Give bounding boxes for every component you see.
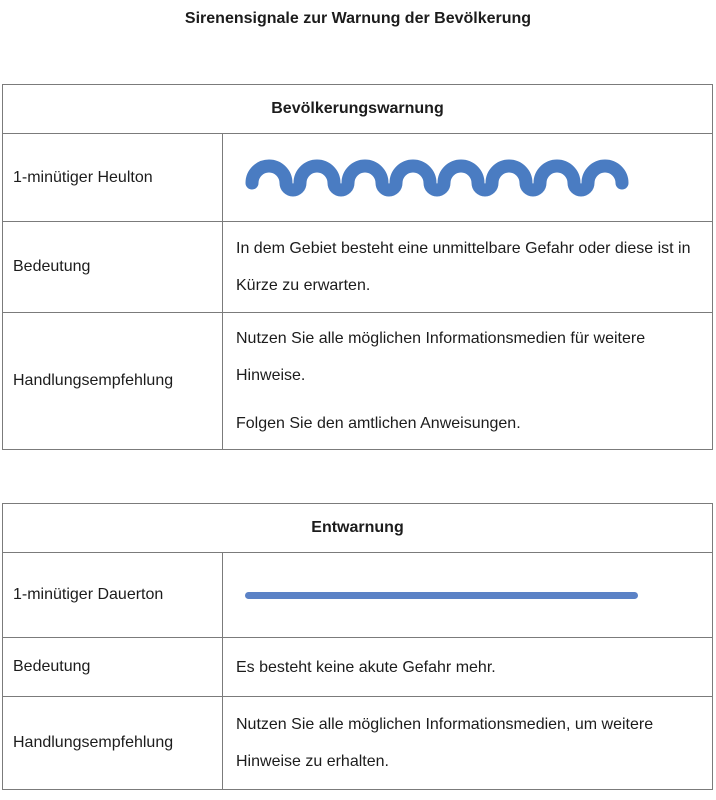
row-value-handlungsempfehlung [223,313,712,449]
row-value-handlungsempfehlung [223,697,712,789]
paragraph: Nutzen Sie alle möglichen Informationsmedien für weitere Hinweise. [236,330,646,384]
table-row-handlungsempfehlung [3,312,712,449]
heulton-signal-cell [223,134,712,221]
row-label-bedeutung: Bedeutung [3,638,223,696]
warning-table-header: Bevölkerungswarnung [271,100,444,117]
all-clear-table [2,503,713,790]
row-label-heulton: 1-minütiger Heulton [3,134,223,221]
row-value-bedeutung [223,638,712,696]
row-label-dauerton: 1-minütiger Dauerton [3,553,223,637]
table-row-dauerton [3,552,712,637]
paragraph: Es besteht keine akute Gefahr mehr. [236,658,496,676]
warning-table [2,84,713,450]
paragraph: In dem Gebiet besteht eine unmittelbare Gefahr oder diese ist in Kürze zu erwarten. [236,240,691,294]
table-row-bedeutung [3,637,712,696]
dauerton-signal-cell [223,553,712,637]
paragraph: Folgen Sie den amtlichen Anweisungen. [236,415,521,432]
heulton-wave-icon [245,152,629,204]
dauerton-flat-line-icon [245,592,638,599]
row-label-handlungsempfehlung: Handlungsempfehlung [3,697,223,789]
table-row-heulton [3,133,712,221]
table-row-handlungsempfehlung [3,696,712,789]
row-value-bedeutung [223,222,712,312]
paragraph: Nutzen Sie alle möglichen Informationsmedien, um weitere Hinweise zu erhalten. [236,716,654,770]
row-label-handlungsempfehlung: Handlungsempfehlung [3,313,223,449]
row-label-bedeutung: Bedeutung [3,222,223,312]
all-clear-table-header: Entwarnung [311,519,404,536]
page-title: Sirenensignale zur Warnung der Bevölkerung [184,10,532,27]
table-row-bedeutung [3,221,712,312]
